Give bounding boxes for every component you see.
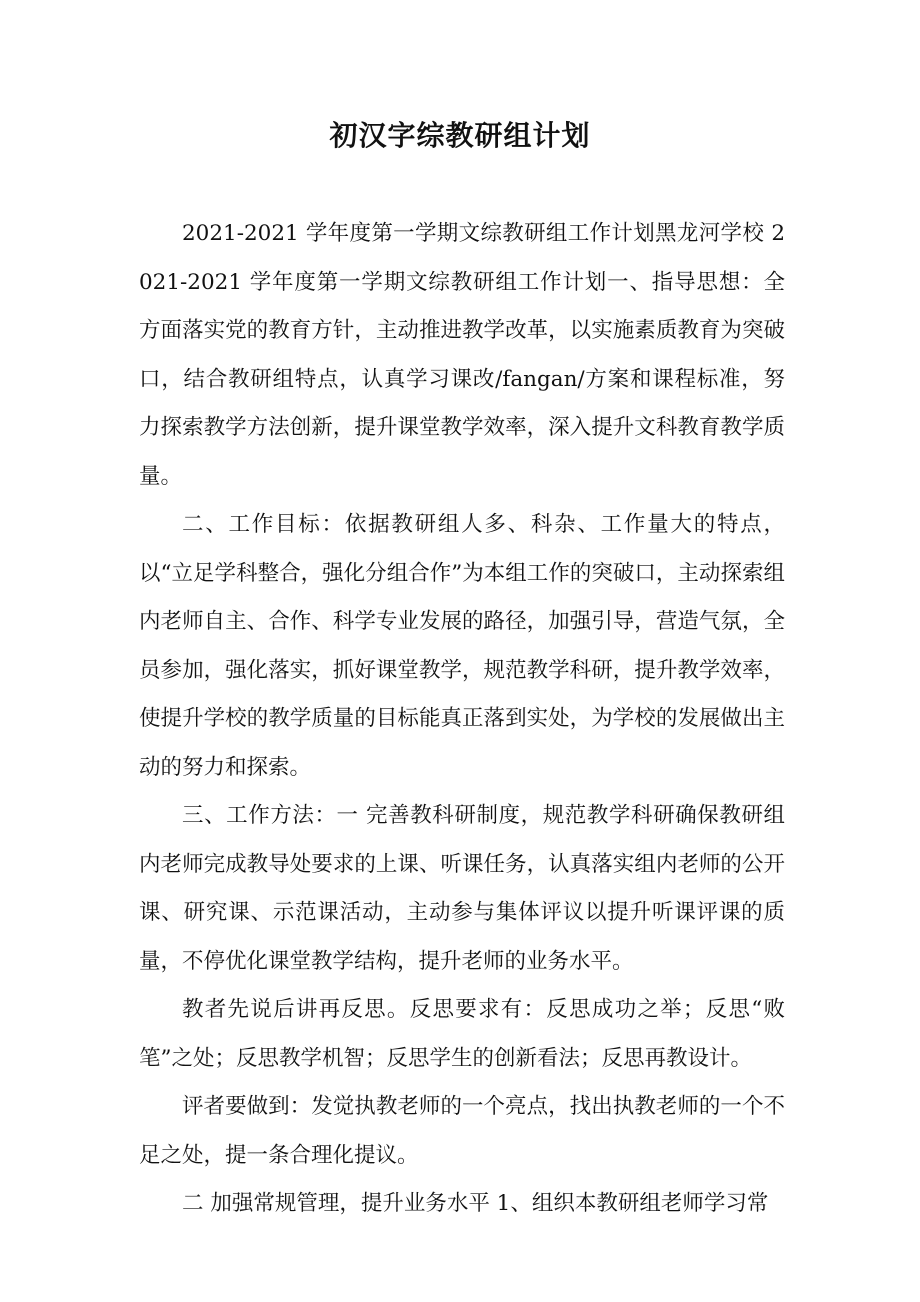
document-body [139, 210, 785, 1229]
paragraph-routine-management: 二 加强常规管理，提升业务水平 1、组织本教研组老师学习常 [182, 1191, 769, 1216]
paragraph-reviewer-requirements: 评者要做到：发觉执教老师的一个亮点，找出执教老师的一个不足之处，提一条合理化提议。 [139, 1094, 785, 1168]
paragraph-guiding-ideology: 2021-2021 学年度第一学期文综教研组工作计划黑龙河学校 2021-2021 学年度第一学期文综教研组工作计划一、指导思想：全方面落实党的教育方针，主动推进教学改革，以实施素质教育为突破口，结合教研组特点，认真学习课改/fangan/方案和课程标准，努力探索教学方法创新，提升课堂教学效率，深入提升文科教育教学质量。 [139, 221, 785, 489]
paragraph-work-goals: 二、工作目标：依据教研组人多、科杂、工作量大的特点，以“立足学科整合，强化分组合作”为本组工作的突破口，主动探索组内老师自主、合作、科学专业发展的路径，加强引导，营造气氛，全员参加，强化落实，抓好课堂教学，规范教学科研，提升教学效率，使提升学校的教学质量的目标能真正落到实处，为学校的发展做出主动的努力和探索。 [139, 512, 785, 780]
paragraph-teacher-reflection: 教者先说后讲再反思。反思要求有：反思成功之举；反思“败笔”之处；反思教学机智；反思学生的创新看法；反思再教设计。 [139, 997, 785, 1071]
document-title: 初汉字综教研组计划 [329, 119, 591, 152]
paragraph-work-methods: 三、工作方法：一 完善教科研制度，规范教学科研确保教研组内老师完成教导处要求的上课、听课任务，认真落实组内老师的公开课、研究课、示范课活动，主动参与集体评议以提升听课评课的质量，不停优化课堂教学结构，提升老师的业务水平。 [139, 803, 785, 974]
